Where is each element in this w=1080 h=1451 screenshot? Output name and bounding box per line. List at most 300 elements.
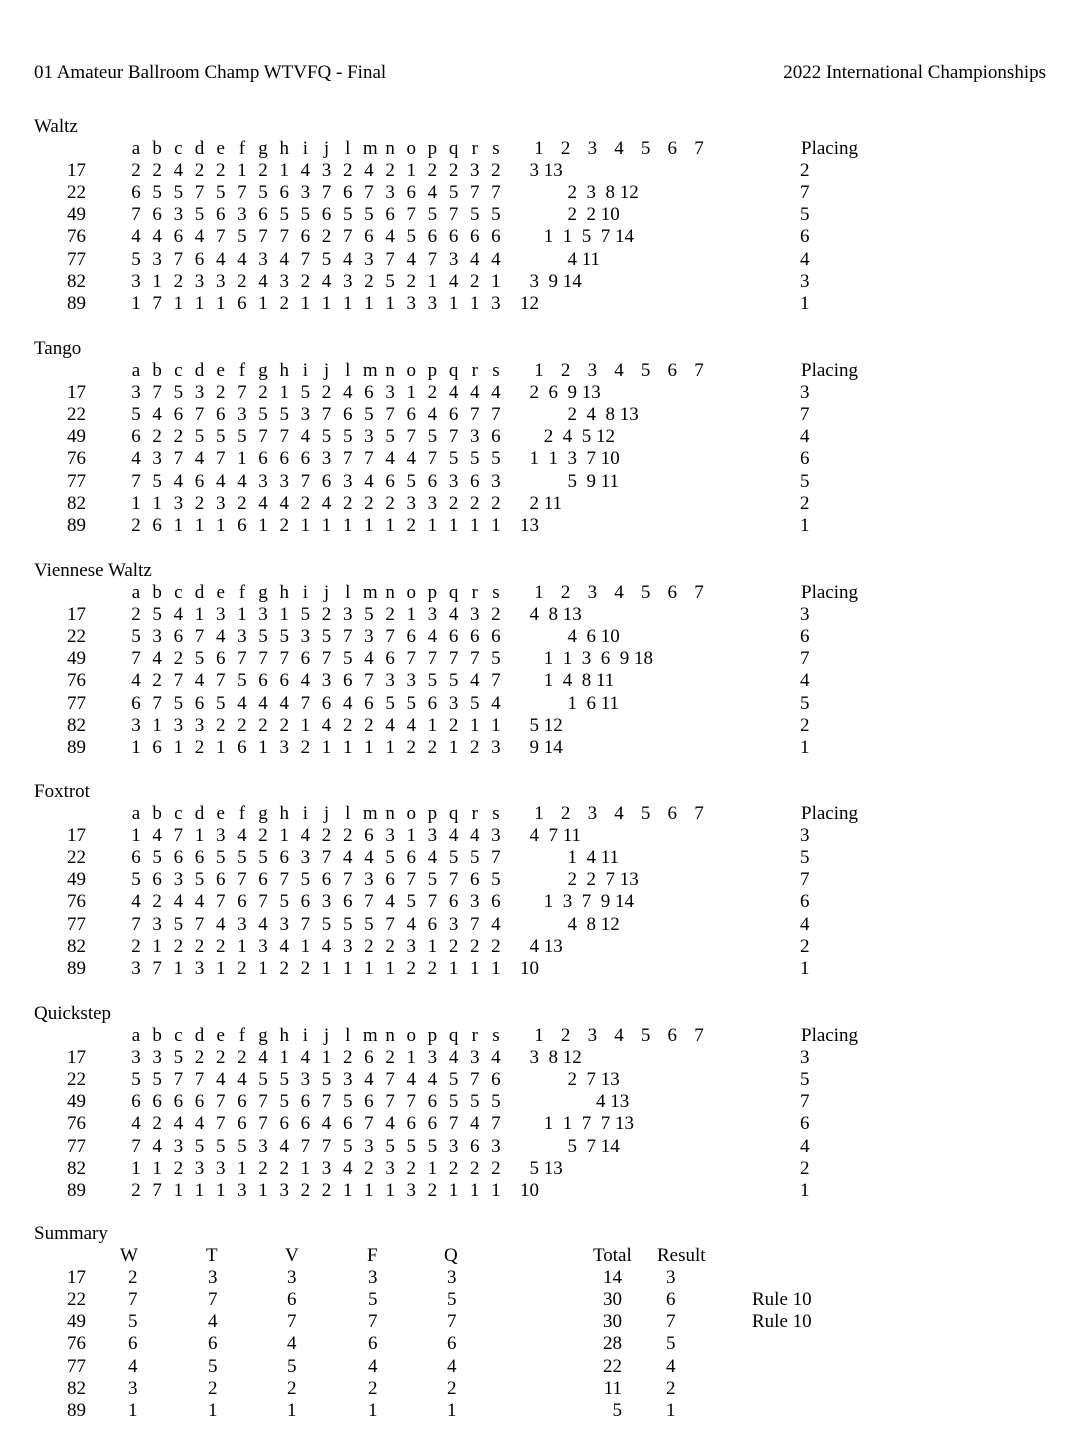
judge-letters-header-cell: c xyxy=(174,582,183,603)
judge-marks-cell: 6 xyxy=(448,891,459,913)
judge-marks-cell: 7 xyxy=(342,626,353,648)
judge-marks-cell: 4 xyxy=(364,1069,374,1091)
judge-marks-cell: 1 xyxy=(237,448,247,470)
summary-f: 4 xyxy=(368,1355,378,1377)
judge-marks-cell: 3 xyxy=(131,270,141,292)
judge-marks-cell: 1 xyxy=(300,935,311,957)
couple-number: 17 xyxy=(67,160,86,181)
judge-marks-cell: 6 xyxy=(300,1113,311,1135)
judge-marks-cell: 1 xyxy=(215,957,226,979)
judge-marks-cell: 5 xyxy=(131,404,141,426)
judge-letters-header-cell: j xyxy=(323,138,330,159)
judge-letters-header-cell: i xyxy=(302,803,309,824)
judge-marks-cell: 1 xyxy=(194,292,205,314)
judge-marks-cell: 4 xyxy=(279,692,289,714)
judge-marks-cell: 5 xyxy=(215,182,226,204)
judge-letters-header-cell: j xyxy=(323,360,330,381)
dance-placing: 1 xyxy=(800,957,810,979)
place-columns-header-cell: 5 xyxy=(640,803,651,824)
judge-marks-cell: 4 xyxy=(470,825,480,846)
judge-marks-cell: 7 xyxy=(406,1091,416,1113)
judge-marks-cell: 4 xyxy=(470,1113,480,1135)
judge-marks-cell: 4 xyxy=(364,648,374,670)
judge-letters-header-cell: e xyxy=(216,138,225,159)
judge-marks-cell: 4 xyxy=(258,913,268,935)
place-columns-header-cell: 6 xyxy=(667,803,678,824)
judge-marks-cell: 1 xyxy=(173,957,184,979)
judge-marks-cell: 5 xyxy=(194,426,205,448)
place-columns-header-cell: 3 xyxy=(587,803,598,824)
judge-marks-cell: 5 xyxy=(342,648,353,670)
judge-marks-cell: 1 xyxy=(491,514,501,536)
dance-placing: 7 xyxy=(800,1091,810,1113)
judge-marks-cell: 4 xyxy=(364,160,374,181)
judge-marks xyxy=(130,693,502,715)
judge-letters-header-cell: l xyxy=(345,138,351,159)
judge-marks-cell: 3 xyxy=(491,736,501,758)
summary-header-total: Total xyxy=(593,1245,632,1266)
judge-marks-cell: 2 xyxy=(491,935,501,957)
judge-letters-header-cell: b xyxy=(152,1025,162,1046)
place-columns-header-cell: 3 xyxy=(587,360,598,381)
majority-counts: 2 7 13 xyxy=(520,1069,620,1091)
judge-marks-cell: 5 xyxy=(448,847,459,869)
dance-placing: 4 xyxy=(800,248,810,270)
judge-marks-cell: 3 xyxy=(173,1135,184,1157)
judge-marks-cell: 5 xyxy=(406,891,416,913)
judge-marks-cell: 4 xyxy=(215,626,226,648)
judge-marks-cell: 4 xyxy=(470,670,480,692)
judge-marks xyxy=(130,1113,502,1135)
judge-letters-header-cell: p xyxy=(427,1025,438,1046)
judge-marks-cell: 3 xyxy=(385,182,395,204)
judge-marks-cell: 7 xyxy=(300,692,311,714)
judge-marks-cell: 7 xyxy=(194,182,205,204)
judge-marks xyxy=(130,1158,502,1180)
judge-marks-cell: 6 xyxy=(321,204,332,226)
judge-marks-cell: 2 xyxy=(321,825,332,846)
couple-number: 82 xyxy=(67,1157,86,1179)
couple-number: 89 xyxy=(67,1179,86,1201)
majority-counts: 2 2 10 xyxy=(520,204,620,226)
summary-result: 4 xyxy=(666,1355,676,1377)
judge-marks-cell: 6 xyxy=(131,182,141,204)
judge-marks-cell: 7 xyxy=(448,204,459,226)
judge-letters-header-cell: q xyxy=(448,360,459,381)
judge-marks-cell: 6 xyxy=(152,514,162,536)
judge-marks-cell: 5 xyxy=(321,1069,332,1091)
judge-marks-cell: 6 xyxy=(279,847,289,869)
judge-marks-cell: 2 xyxy=(194,492,205,514)
dance-placing: 3 xyxy=(800,604,810,625)
couple-number: 49 xyxy=(67,648,86,670)
judge-marks-cell: 7 xyxy=(258,426,268,448)
judge-marks-cell: 2 xyxy=(300,270,311,292)
judge-marks-cell: 6 xyxy=(427,913,438,935)
judge-marks-cell: 3 xyxy=(300,847,311,869)
judge-marks-cell: 1 xyxy=(279,160,289,181)
judge-marks-cell: 1 xyxy=(173,736,184,758)
place-columns-header-cell: 6 xyxy=(667,138,678,159)
judge-marks-cell: 4 xyxy=(342,1157,353,1179)
judge-marks-cell: 4 xyxy=(385,1113,395,1135)
judge-marks-cell: 6 xyxy=(448,226,459,248)
summary-v: 4 xyxy=(287,1333,297,1355)
judge-marks-cell: 4 xyxy=(406,714,416,736)
dance-placing: 2 xyxy=(800,714,810,736)
place-columns-header-cell: 1 xyxy=(534,582,544,603)
judge-letters-header-cell: r xyxy=(471,1025,478,1046)
judge-marks-cell: 4 xyxy=(448,825,459,846)
judge-marks-cell: 7 xyxy=(427,891,438,913)
judge-marks-cell: 2 xyxy=(173,648,184,670)
judge-marks-cell: 2 xyxy=(152,160,162,181)
judge-marks-cell: 7 xyxy=(131,913,141,935)
judge-letters-header-cell: g xyxy=(258,582,268,603)
judge-marks-cell: 1 xyxy=(448,736,459,758)
judge-marks-cell: 6 xyxy=(427,692,438,714)
judge-marks-cell: 5 xyxy=(258,626,268,648)
judge-marks-cell: 6 xyxy=(364,226,374,248)
summary-total: 30 xyxy=(603,1311,622,1333)
judge-marks-cell: 7 xyxy=(258,648,268,670)
judge-marks-cell: 4 xyxy=(364,847,374,869)
judge-letters-header-cell: l xyxy=(345,360,351,381)
judge-marks-cell: 6 xyxy=(470,226,480,248)
judge-marks-cell: 1 xyxy=(258,292,268,314)
judge-marks-cell: 1 xyxy=(279,825,289,846)
dance-placing: 3 xyxy=(800,270,810,292)
judge-marks-cell: 2 xyxy=(321,226,332,248)
judge-marks-cell: 4 xyxy=(173,604,184,625)
judge-marks-cell: 4 xyxy=(448,1047,459,1068)
judge-marks-cell: 2 xyxy=(300,736,311,758)
judge-marks-cell: 5 xyxy=(194,204,205,226)
judge-marks-cell: 3 xyxy=(364,426,374,448)
judge-marks-cell: 2 xyxy=(258,1157,268,1179)
judge-marks-cell: 4 xyxy=(173,160,184,181)
judge-marks-cell: 6 xyxy=(470,626,480,648)
couple-number: 77 xyxy=(67,692,86,714)
judge-marks-cell: 7 xyxy=(385,626,395,648)
couple-number: 17 xyxy=(67,382,86,403)
judge-marks-cell: 5 xyxy=(194,869,205,891)
judge-marks-cell: 3 xyxy=(237,204,247,226)
judge-marks-cell: 5 xyxy=(385,692,395,714)
judge-marks-cell: 3 xyxy=(279,736,289,758)
judge-marks-cell: 7 xyxy=(300,1135,311,1157)
judge-marks-cell: 7 xyxy=(194,913,205,935)
dance-placing: 1 xyxy=(800,292,810,314)
judge-marks-cell: 7 xyxy=(173,1069,184,1091)
place-columns-header-cell: 5 xyxy=(640,138,651,159)
judge-marks-cell: 3 xyxy=(321,160,332,181)
dance-placing: 5 xyxy=(800,470,810,492)
judge-marks-cell: 5 xyxy=(237,426,247,448)
judge-letters-header-cell: a xyxy=(131,582,141,603)
judge-marks-cell: 5 xyxy=(406,226,416,248)
judge-marks-cell: 5 xyxy=(173,692,184,714)
judge-marks-cell: 2 xyxy=(237,270,247,292)
judge-marks-cell: 2 xyxy=(491,160,501,181)
judge-marks-cell: 6 xyxy=(385,648,395,670)
judge-marks-cell: 1 xyxy=(385,736,395,758)
judge-marks-cell: 1 xyxy=(364,736,374,758)
judge-marks xyxy=(130,1047,502,1069)
judge-marks-cell: 5 xyxy=(385,847,395,869)
judge-marks-cell: 7 xyxy=(215,1113,226,1135)
judge-marks-cell: 5 xyxy=(342,913,353,935)
judge-marks-cell: 5 xyxy=(215,1135,226,1157)
judge-marks-cell: 5 xyxy=(300,382,311,403)
judge-marks-cell: 1 xyxy=(279,1047,289,1068)
dance-placing: 1 xyxy=(800,736,810,758)
judge-marks-cell: 7 xyxy=(448,648,459,670)
judge-marks-cell: 7 xyxy=(300,913,311,935)
summary-q: 7 xyxy=(447,1311,457,1333)
couple-number: 22 xyxy=(67,626,86,648)
judge-marks-cell: 7 xyxy=(173,248,184,270)
judge-marks-cell: 3 xyxy=(491,825,501,846)
judge-marks-cell: 2 xyxy=(215,935,226,957)
summary-q: 2 xyxy=(447,1377,457,1399)
couple-number: 77 xyxy=(67,470,86,492)
judge-marks-cell: 5 xyxy=(448,1069,459,1091)
judge-letters-header-cell: j xyxy=(323,803,330,824)
judge-marks-cell: 4 xyxy=(385,448,395,470)
judge-marks-cell: 6 xyxy=(215,648,226,670)
dance-title: Foxtrot xyxy=(34,781,90,802)
judge-marks-cell: 1 xyxy=(427,514,438,536)
judge-marks-cell: 5 xyxy=(258,404,268,426)
judge-marks-cell: 6 xyxy=(427,1091,438,1113)
majority-counts: 1 4 8 11 xyxy=(520,670,615,692)
judge-marks-cell: 2 xyxy=(131,1179,141,1201)
judge-marks-cell: 1 xyxy=(427,1157,438,1179)
judge-marks-cell: 2 xyxy=(364,1157,374,1179)
couple-number: 17 xyxy=(67,604,86,625)
judge-marks-cell: 1 xyxy=(321,736,332,758)
judge-marks-cell: 1 xyxy=(470,514,480,536)
judge-marks-cell: 2 xyxy=(470,270,480,292)
judge-marks-cell: 2 xyxy=(173,935,184,957)
judge-marks-cell: 4 xyxy=(470,382,480,403)
judge-marks-cell: 6 xyxy=(152,204,162,226)
judge-marks-cell: 1 xyxy=(131,825,141,846)
summary-note: Rule 10 xyxy=(752,1289,812,1311)
judge-marks-cell: 7 xyxy=(258,1113,268,1135)
place-columns-header-cell: 4 xyxy=(614,803,624,824)
judge-letters-header-cell: s xyxy=(492,360,500,381)
judge-marks-cell: 1 xyxy=(321,514,332,536)
judge-marks-cell: 7 xyxy=(194,1069,205,1091)
summary-t: 3 xyxy=(208,1267,218,1288)
dance-placing: 2 xyxy=(800,160,810,181)
judge-marks-cell: 6 xyxy=(300,226,311,248)
summary-t: 2 xyxy=(208,1377,218,1399)
judge-marks-cell: 5 xyxy=(470,692,480,714)
judge-marks-cell: 1 xyxy=(279,604,289,625)
judge-marks-cell: 7 xyxy=(364,1113,374,1135)
judge-marks-cell: 2 xyxy=(194,160,205,181)
judge-marks-cell: 1 xyxy=(448,514,459,536)
judge-marks-cell: 6 xyxy=(237,1113,247,1135)
judge-marks-cell: 5 xyxy=(194,1135,205,1157)
judge-marks-cell: 4 xyxy=(406,913,416,935)
judge-marks-cell: 3 xyxy=(491,1135,501,1157)
judge-marks-cell: 7 xyxy=(279,226,289,248)
place-columns-header-cell: 3 xyxy=(587,138,598,159)
judge-marks-cell: 3 xyxy=(215,825,226,846)
judge-marks-cell: 7 xyxy=(237,648,247,670)
judge-marks-cell: 2 xyxy=(448,492,459,514)
judge-marks-cell: 7 xyxy=(470,182,480,204)
judge-marks-cell: 2 xyxy=(300,957,311,979)
judge-letters-header-cell: r xyxy=(471,582,478,603)
judge-marks-cell: 2 xyxy=(427,160,438,181)
judge-marks-cell: 7 xyxy=(173,448,184,470)
judge-marks-cell: 4 xyxy=(215,1069,226,1091)
judge-marks-cell: 3 xyxy=(152,913,162,935)
judge-marks-cell: 1 xyxy=(470,714,480,736)
judge-marks-cell: 3 xyxy=(385,825,395,846)
judge-marks-cell: 7 xyxy=(342,226,353,248)
judge-letters-header-cell: m xyxy=(362,138,378,159)
judge-marks-cell: 2 xyxy=(279,292,289,314)
summary-w: 2 xyxy=(128,1267,138,1288)
judge-marks-cell: 6 xyxy=(321,869,332,891)
judge-marks xyxy=(130,271,502,293)
summary-result: 6 xyxy=(666,1289,676,1311)
judge-marks-cell: 7 xyxy=(364,670,374,692)
judge-marks-cell: 6 xyxy=(279,670,289,692)
judge-marks-cell: 7 xyxy=(131,470,141,492)
judge-marks-cell: 6 xyxy=(406,404,416,426)
judge-letters-header-cell: a xyxy=(131,803,141,824)
judge-letters-header-cell: r xyxy=(471,360,478,381)
judge-marks-cell: 5 xyxy=(364,404,374,426)
place-columns-header-cell: 1 xyxy=(534,138,544,159)
place-columns-header-cell: 1 xyxy=(534,360,544,381)
judge-marks-cell: 2 xyxy=(279,1157,289,1179)
event-title: 01 Amateur Ballroom Champ WTVFQ - Final xyxy=(34,62,387,83)
judge-marks-cell: 2 xyxy=(385,604,395,625)
judge-marks-cell: 5 xyxy=(152,847,162,869)
judge-letters-header-cell: g xyxy=(258,360,268,381)
judge-marks-cell: 4 xyxy=(279,1135,289,1157)
judge-marks-cell: 6 xyxy=(491,1069,501,1091)
judge-marks-cell: 7 xyxy=(300,470,311,492)
judge-marks-cell: 6 xyxy=(215,404,226,426)
judge-marks-cell: 5 xyxy=(427,1135,438,1157)
judge-marks-cell: 1 xyxy=(321,292,332,314)
judge-marks-cell: 7 xyxy=(279,426,289,448)
judge-marks-cell: 4 xyxy=(152,825,162,846)
judge-marks-cell: 6 xyxy=(406,182,416,204)
judge-letters-header-cell: h xyxy=(279,1025,289,1046)
judge-marks-cell: 6 xyxy=(300,448,311,470)
judge-marks-cell: 3 xyxy=(237,626,247,648)
judge-marks-cell: 1 xyxy=(173,1179,184,1201)
dance-placing: 5 xyxy=(800,1069,810,1091)
judge-marks-cell: 5 xyxy=(131,869,141,891)
summary-t: 1 xyxy=(208,1399,218,1421)
judge-marks-cell: 1 xyxy=(237,160,247,181)
judge-marks xyxy=(130,626,502,648)
judge-marks-cell: 4 xyxy=(342,248,353,270)
majority-counts: 4 8 12 xyxy=(520,913,620,935)
judge-marks-cell: 3 xyxy=(470,426,480,448)
judge-marks-cell: 7 xyxy=(491,847,501,869)
judge-marks-cell: 3 xyxy=(470,891,480,913)
couple-number: 22 xyxy=(67,847,86,869)
judge-marks-cell: 3 xyxy=(237,404,247,426)
majority-counts: 1 3 7 9 14 xyxy=(520,891,634,913)
judge-marks-cell: 5 xyxy=(321,913,332,935)
judge-marks-cell: 7 xyxy=(385,1069,395,1091)
judge-marks-cell: 2 xyxy=(470,1157,480,1179)
judge-marks-cell: 7 xyxy=(385,913,395,935)
judge-marks-cell: 1 xyxy=(427,714,438,736)
judge-marks-cell: 5 xyxy=(279,404,289,426)
judge-marks-cell: 1 xyxy=(258,957,268,979)
place-columns-header-cell: 7 xyxy=(694,803,704,824)
dance-title: Viennese Waltz xyxy=(34,560,152,581)
judge-marks-cell: 4 xyxy=(321,1113,332,1135)
judge-marks xyxy=(130,471,502,493)
judge-marks-cell: 2 xyxy=(448,935,459,957)
judge-marks-cell: 6 xyxy=(364,1047,374,1068)
judge-marks-cell: 2 xyxy=(342,492,353,514)
judge-marks-cell: 5 xyxy=(131,248,141,270)
judge-marks-cell: 2 xyxy=(237,492,247,514)
judge-marks-cell: 3 xyxy=(279,270,289,292)
judge-marks-cell: 5 xyxy=(258,847,268,869)
judge-marks-cell: 1 xyxy=(364,1179,374,1201)
judge-letters-header xyxy=(130,1025,502,1047)
judge-marks-cell: 4 xyxy=(448,604,459,625)
couple-number: 49 xyxy=(67,426,86,448)
place-columns-header-cell: 2 xyxy=(560,582,571,603)
judge-marks-cell: 5 xyxy=(152,604,162,625)
place-columns-header-cell: 2 xyxy=(560,138,571,159)
judge-marks-cell: 3 xyxy=(173,492,184,514)
judge-marks xyxy=(130,448,502,470)
judge-marks-cell: 3 xyxy=(491,292,501,314)
judge-marks-cell: 5 xyxy=(385,270,395,292)
summary-t: 5 xyxy=(208,1355,218,1377)
judge-marks-cell: 5 xyxy=(258,1069,268,1091)
judge-marks-cell: 7 xyxy=(152,957,162,979)
judge-marks-cell: 2 xyxy=(427,736,438,758)
judge-marks-cell: 4 xyxy=(152,226,162,248)
judge-marks-cell: 4 xyxy=(152,404,162,426)
judge-marks-cell: 1 xyxy=(300,1157,311,1179)
majority-counts: 2 4 8 13 xyxy=(520,404,639,426)
judge-marks-cell: 1 xyxy=(385,957,395,979)
judge-marks-cell: 2 xyxy=(321,382,332,403)
judge-letters-header-cell: i xyxy=(302,138,309,159)
judge-letters-header-cell: b xyxy=(152,582,162,603)
dance-placing: 1 xyxy=(800,514,810,536)
judge-marks-cell: 3 xyxy=(258,1135,268,1157)
judge-marks-cell: 5 xyxy=(131,626,141,648)
judge-letters-header-cell: q xyxy=(448,138,459,159)
summary-t: 4 xyxy=(208,1311,218,1333)
judge-marks-cell: 5 xyxy=(364,604,374,625)
judge-marks-cell: 4 xyxy=(300,1047,311,1068)
dance-placing: 7 xyxy=(800,869,810,891)
